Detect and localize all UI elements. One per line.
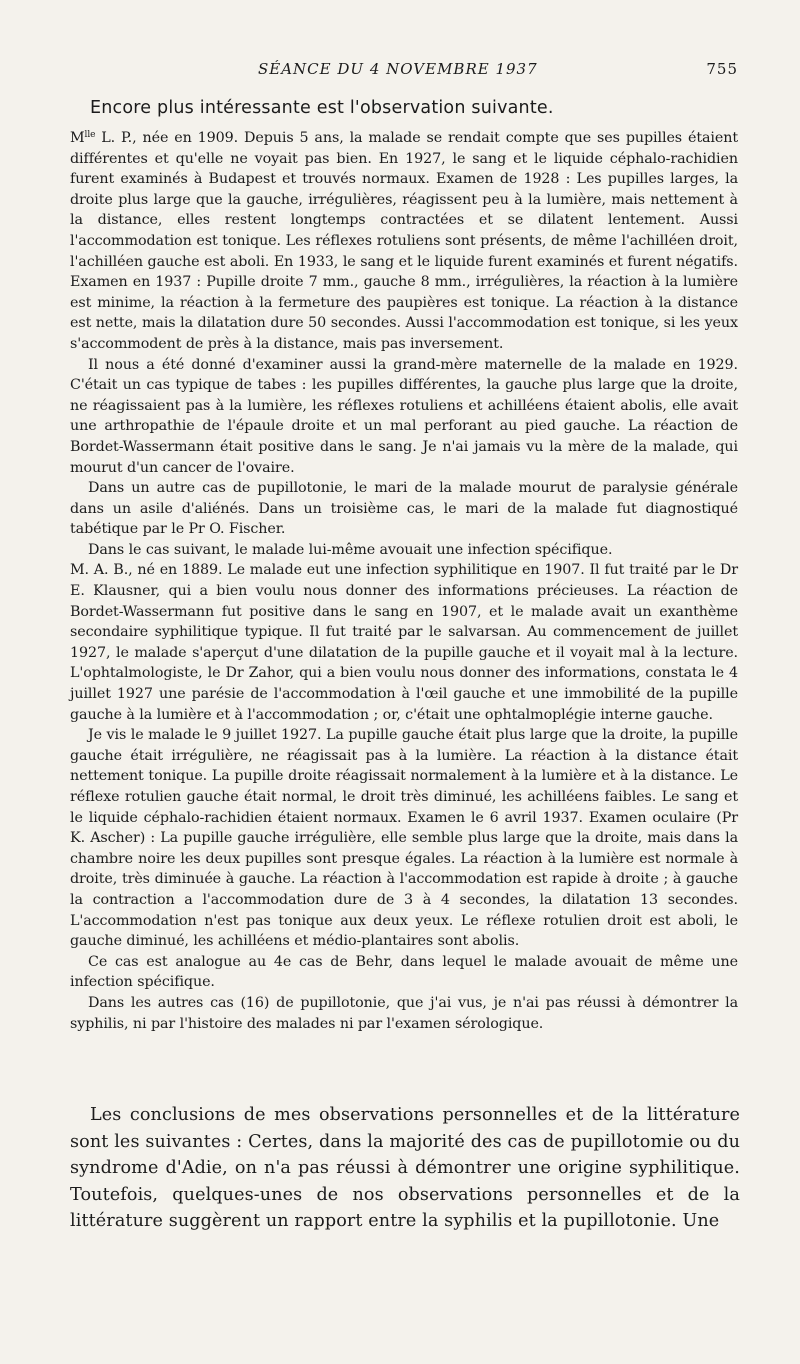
conclusion-text: Les conclusions de mes observations personnelles et de la littérature sont les suivantes : Certes, dans la majorité des cas de pupillotomie ou du syndrome d'Adie, on n'a pas réussi à démontrer une origine syphilitique. Toutefois, quelques-unes de nos observations personnelles et de la littérature suggèrent un rapport entre la syphilis et la pupillotonie. Une bbox=[70, 1105, 740, 1232]
conclusion-section bbox=[70, 1102, 740, 1235]
running-head: SÉANCE DU 4 NOVEMBRE 1937 bbox=[258, 60, 538, 78]
page-number: 755 bbox=[706, 60, 738, 78]
paragraph-other-cases: Dans les autres cas (16) de pupillotonie, que j'ai vus, je n'ai pas réussi à démontrer la syphilis, ni par l'histoire des malades ni par l'examen sérologique. bbox=[70, 994, 738, 1032]
lead-sentence: Encore plus intéressante est l'observation suivante. bbox=[90, 98, 554, 118]
paragraph-behr: Ce cas est analogue au 4e cas de Behr, dans lequel le malade avouait de même une infection spécifique. bbox=[70, 953, 738, 991]
paragraph-case-mlle-lp: $M^{lle}$ L. P., née en 1909. Depuis 5 ans, la malade se rendait compte que ses pupilles étaient différentes et qu'elle ne voyait pas bien. En 1927, le sang et le liquide céphalo-rachidien furent examinés à Budapest et trouvés normaux. Examen de 1928 : Les pupilles larges, la droite plus large que la gauche, irrégulières, réagissent peu à la lumière, mais nettement à la distance, elles restent longtemps contractées et se dilatent lentement. Aussi l'accommodation est tonique. Les réflexes rotuliens sont présents, de même l'achilléen droit, l'achilléen gauche est aboli. En 1933, le sang et le liquide furent examinés et furent négatifs. Examen en 1937 : Pupille droite 7 mm., gauche 8 mm., irrégulières, la réaction à la lumière est minime, la réaction à la fermeture des paupières est tonique. La réaction à la distance est nette, mais la dilatation dure 50 secondes. Aussi l'accommodation est tonique, si les yeux s'accommodent de près à la distance, mais pas inversement. bbox=[70, 130, 738, 352]
paragraph-grandmother: Il nous a été donné d'examiner aussi la grand-mère maternelle de la malade en 1929. C'était un cas typique de tabes : les pupilles différentes, la gauche plus large que la droite, ne réagissaient pas à la lumière, les réflexes rotuliens et achilléens étaient abolis, elle avait une arthropathie de l'épaule droite et un mal perforant au pied gauche. La réaction de Bordet-Wassermann était positive dans le sang. Je n'ai jamais vu la mère de la malade, qui mourut d'un cancer de l'ovaire. bbox=[70, 356, 738, 476]
paragraph-next-case: Dans le cas suivant, le malade lui-même avouait une infection spécifique. bbox=[88, 541, 613, 558]
paragraph-examination: Je vis le malade le 9 juillet 1927. La pupille gauche était plus large que la droite, la pupille gauche était irrégulière, ne réagissait pas à la lumière. La réaction à la distance était nettement tonique. La pupille droite réagissait normalement à la lumière et à la distance. Le réflexe rotulien gauche était normal, le droit très diminué, les achilléens faibles. Le sang et le liquide céphalo-rachidien étaient normaux. Examen le 6 avril 1937. Examen oculaire (Pr K. Ascher) : La pupille gauche irrégulière, elle semble plus large que la droite, mais dans la chambre noire les deux pupilles sont presque égales. La réaction à la lumière est normale à droite, très diminuée à gauche. La réaction à l'accommodation est rapide à droite ; à gauche la contraction a l'accommodation dure de 3 à 4 secondes, la dilatation 13 secondes. L'accommodation n'est pas tonique aux deux yeux. Le réflexe rotulien droit est aboli, le gauche diminué, les achilléens et médio-plantaires sont abolis. bbox=[70, 727, 738, 950]
body-text bbox=[70, 128, 738, 1034]
paragraph-other-case: Dans un autre cas de pupillotonie, le mari de la malade mourut de paralysie générale dans un asile d'aliénés. Dans un troisième cas, le mari de la malade fut diagnostiqué tabétique par le Pr O. Fischer. bbox=[70, 480, 738, 538]
paragraph-case-mab: M. A. B., né en 1889. Le malade eut une infection syphilitique en 1907. Il fut traité par le Dr E. Klausner, qui a bien voulu nous donner des informations précieuses. La réaction de Bordet-Wassermann fut positive dans le sang en 1907, et le malade avait un exanthème secondaire syphilitique typique. Il fut traité par le salvarsan. Au commencement de juillet 1927, le malade s'aperçut d'une dilatation de la pupille gauche et il voyait mal à la lecture. L'ophtalmologiste, le Dr Zahor, qui a bien voulu nous donner des informations, constata le 4 juillet 1927 une parésie de l'accommodation à l'œil gauche et une immobilité de la pupille gauche à la lumière et à l'accommodation ; or, c'était une ophtalmoplégie interne gauche. bbox=[70, 562, 738, 723]
